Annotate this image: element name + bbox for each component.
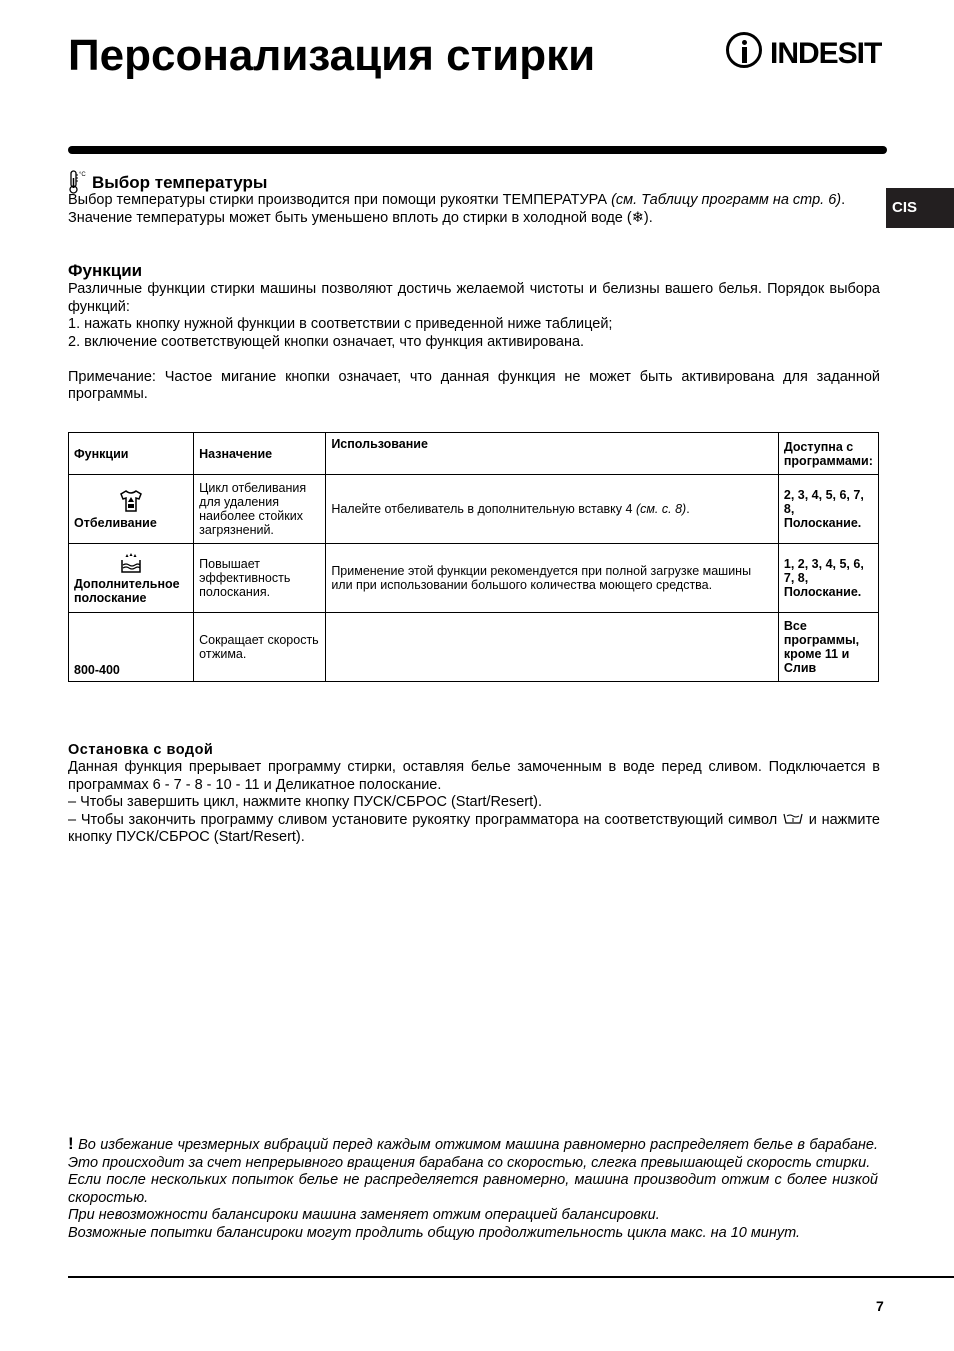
programs-cell: 1, 2, 3, 4, 5, 6, 7, 8, Полоскание. — [778, 544, 878, 613]
svg-text:°C: °C — [79, 172, 86, 178]
usage-cell: Применение этой функции рекомендуется при полной загрузке машины или при использовании большого количества моющего средства. — [326, 544, 779, 613]
functions-heading: Функции — [68, 261, 143, 280]
table-header: Назначение — [194, 433, 326, 475]
temperature-heading: Выбор температуры — [92, 173, 268, 192]
function-cell — [69, 544, 194, 613]
table-row — [69, 475, 879, 544]
header-divider — [68, 146, 887, 154]
water-stop-text: Данная функция прерывает программу стирки, оставляя белье замоченным в воде перед сливом. Подключается в программах 6 - 7 - 8 - 10 - 11 и Деликатное полоскание. – Чтобы завершить цикл, нажмите кнопку ПУСК/СБРОС (Start/Resert). – Чтобы закончить программу сливом установите рукоятку программатора на соответствующий символ и нажмите кнопку ПУСК/СБРОС (Start/Resert). — [68, 759, 880, 845]
purpose-cell: Цикл отбеливания для удаления наиболее стойких загрязнений. — [194, 475, 326, 544]
table-row — [69, 544, 879, 613]
table-header: Функции — [69, 433, 194, 475]
warning-mark: ! — [68, 1134, 74, 1153]
programs-cell: 2, 3, 4, 5, 6, 7, 8, Полоскание. — [778, 475, 878, 544]
page-title: Персонализация стирки — [68, 31, 596, 80]
temperature-text: Выбор температуры стирки производится при помощи рукоятки ТЕМПЕРАТУРА (см. Таблицу программ на стр. 6). Значение температуры может быть уменьшено вплоть до стирки в холодной воде (❄). — [68, 192, 846, 226]
extra-rinse-icon — [119, 552, 143, 574]
functions-table — [68, 432, 879, 682]
thermometer-icon — [68, 170, 86, 194]
usage-cell: Налейте отбеливатель в дополнительную вставку 4 (см. с. 8). — [326, 475, 779, 544]
purpose-cell: Повышает эффективность полоскания. — [194, 544, 326, 613]
functions-text: Различные функции стирки машины позволяют достичь желаемой чистоты и белизны вашего белья. Порядок выбора функций: 1. нажать кнопку нужной функции в соответствии с приведенной ниже таблицей; 2. включение соответствующей кнопки означает, что функция активирована. Примечание: Частое мигание кнопки означает, что данная функция не может быть активирована для заданной программы. — [68, 281, 880, 402]
usage-cell — [326, 613, 779, 682]
drain-symbol-icon — [782, 812, 804, 826]
language-tab: CIS — [886, 188, 954, 228]
table-header: Использование — [326, 433, 779, 475]
brand-logo — [726, 32, 891, 76]
function-name: Отбеливание — [74, 515, 157, 530]
balancing-warning: ! Во избежание чрезмерных вибраций перед каждым отжимом машина равномерно распределяет белье в барабане. Это происходит за счет непрерывного вращения барабана со скоростью, слегка превышающей скорость стирки. Если после нескольких попыток белье не распределяется равномерно, машина производит отжим с более низкой скоростью. При невозможности балансироки машина заменяет отжим операцией балансировки. Возможные попытки балансироки могут продлить общую продолжительность цикла макс. на 10 минут. — [68, 1134, 878, 1241]
brand-logo-text: INDESIT — [770, 37, 882, 70]
table-header-row — [69, 433, 879, 475]
programs-cell: Все программы, кроме 11 и Слив — [778, 613, 878, 682]
table-row — [69, 613, 879, 682]
footer-divider — [68, 1276, 954, 1278]
function-cell — [69, 475, 194, 544]
function-name: 800-400 — [74, 663, 120, 677]
purpose-cell: Сокращает скорость отжима. — [194, 613, 326, 682]
brand-logo-icon — [726, 32, 762, 68]
function-name: Дополнительное полоскание — [74, 576, 180, 605]
bleach-shirt-icon — [118, 489, 144, 513]
table-header: Доступна с программами: — [778, 433, 878, 475]
page-number: 7 — [876, 1298, 884, 1314]
water-stop-heading: Остановка с водой — [68, 742, 214, 758]
function-cell — [69, 613, 194, 682]
